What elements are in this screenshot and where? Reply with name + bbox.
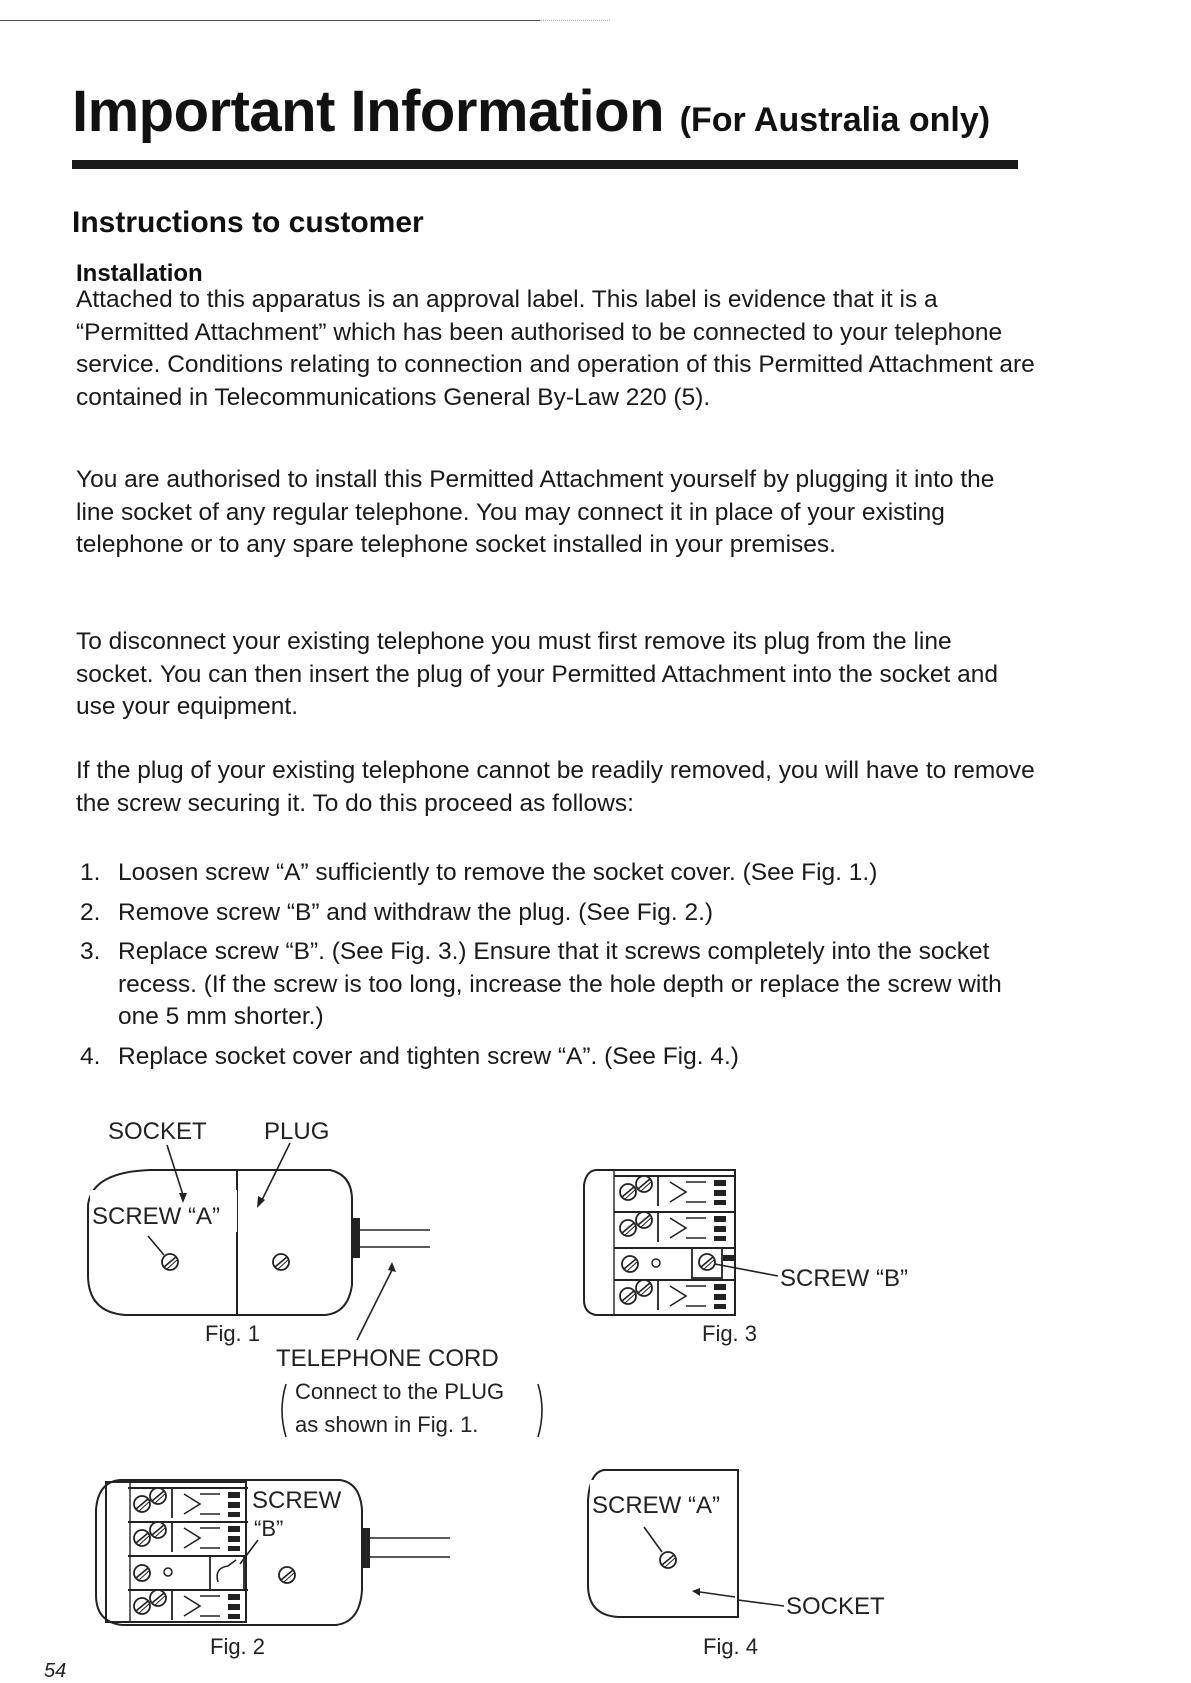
step-text: Loosen screw “A” sufficiently to remove the socket cover. (See Fig. 1.) <box>118 859 878 886</box>
fig1-plug-label: PLUG <box>264 1118 330 1145</box>
page-title-main: Important Information <box>72 79 665 144</box>
page-title-sub: (For Australia only) <box>679 101 991 139</box>
fig1-cord-note-2: as shown in Fig. 1. <box>295 1412 479 1437</box>
step-number: 3. <box>80 938 101 965</box>
fig1-cord-note-1: Connect to the PLUG <box>295 1379 505 1404</box>
section-subheading: Installation <box>76 260 203 287</box>
fig1-cord-label: TELEPHONE CORD <box>276 1345 499 1372</box>
paragraph-approval: Attached to this apparatus is an approval label. This label is evidence that it is a “Permitted Attachment” which has been authorised to be connected to your telephone service. Conditions relating to connection and operation of this Permitted Attachment are contained in Telecommunications General By-Law 220 (5). <box>76 286 1035 411</box>
fig1-caption: Fig. 1 <box>205 1321 261 1346</box>
figure-4 <box>588 1470 885 1659</box>
step-text: Remove screw “B” and withdraw the plug. (See Fig. 2.) <box>118 898 714 926</box>
figure-1 <box>88 1118 542 1437</box>
figure-3 <box>584 1170 908 1346</box>
paragraph-disconnect: To disconnect your existing telephone you must first remove its plug from the line socket. You can then insert the plug of your Permitted Attachment into the socket and use your equipment. <box>76 628 999 720</box>
fig1-socket-label: SOCKET <box>108 1118 207 1145</box>
step-text: Replace screw “B”. (See Fig. 3.) Ensure that it screws completely into the socket recess. (If the screw is too long, increase the hole depth or replace the screw with one 5 mm shorter.) <box>118 938 1002 1030</box>
paragraph-authorised: You are authorised to install this Permitted Attachment yourself by plugging it into the line socket of any regular telephone. You may connect it in place of your existing telephone or to any spare telephone socket installed in your premises. <box>76 466 995 558</box>
fig4-screw-a-label: SCREW “A” <box>592 1492 720 1519</box>
fig2-screw-label-2: “B” <box>254 1516 284 1541</box>
fig4-socket-label: SOCKET <box>786 1593 885 1620</box>
page-number: 54 <box>44 1660 67 1682</box>
fig4-caption: Fig. 4 <box>703 1634 759 1659</box>
figure-2 <box>96 1480 450 1659</box>
fig1-plug-end <box>352 1218 360 1258</box>
paragraph-screw: If the plug of your existing telephone cannot be readily removed, you will have to remove the screw securing it. To do this proceed as follows: <box>76 757 1035 817</box>
step-number: 2. <box>80 898 101 926</box>
fig2-caption: Fig. 2 <box>210 1634 266 1659</box>
step-text: Replace socket cover and tighten screw “A”. (See Fig. 4.) <box>118 1042 739 1070</box>
step-number: 4. <box>80 1042 101 1070</box>
fig2-screw-label-1: SCREW <box>252 1487 342 1514</box>
section-heading: Instructions to customer <box>72 206 424 239</box>
fig3-caption: Fig. 3 <box>702 1321 758 1346</box>
step-number: 1. <box>80 859 101 886</box>
fig3-socket-body <box>584 1170 735 1315</box>
fig1-screw-a-label: SCREW “A” <box>92 1203 220 1230</box>
fig3-screw-b-label: SCREW “B” <box>780 1265 908 1292</box>
